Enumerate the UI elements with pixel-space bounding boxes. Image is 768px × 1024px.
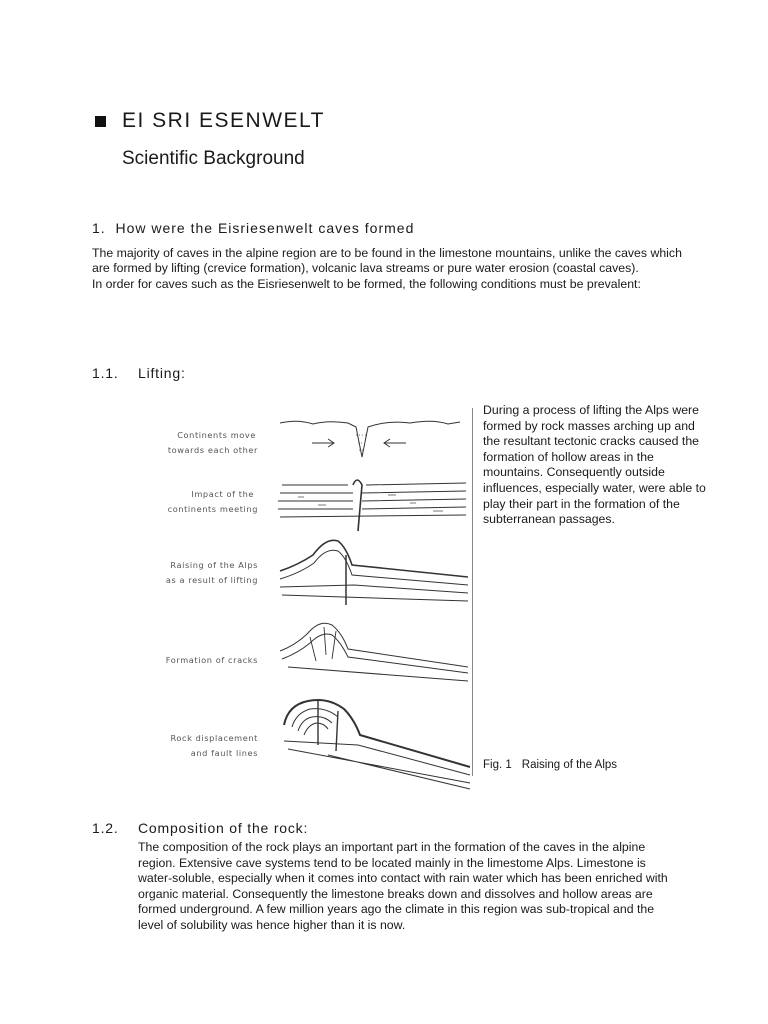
section-1-number: 1. (92, 220, 106, 236)
figure-caption (483, 759, 617, 771)
stage-5-layers (284, 741, 470, 789)
figure-label: as a result of lifting (165, 575, 258, 585)
stage-5-fold (284, 700, 470, 767)
section-1-1-body: During a process of lifting the Alps were formed by rock masses arching up and the resultant tectonic cracks caused the formation of hollow areas in the mountains. Consequently outside influences, especially water, were able to play their part in the formation of the subterranean passages. (483, 403, 706, 527)
stage-4-cracks (310, 627, 336, 661)
page-title: EI SRI ESENWELT (122, 109, 325, 132)
arrow-right-icon (312, 439, 334, 447)
section-1-1-heading (92, 365, 186, 381)
figure-label: Rock displacement (170, 733, 258, 743)
section-1-2-number: 1.2. (92, 820, 119, 836)
figure-label: Raising of the Alps (170, 560, 258, 570)
figure-label: continents meeting (167, 504, 258, 514)
section-1-title: How were the Eisriesenwelt caves formed (115, 220, 415, 236)
figure-label: Formation of cracks (165, 655, 258, 665)
section-1-1-title: Lifting: (138, 365, 186, 381)
stage-2-layers (278, 483, 466, 517)
stage-1-surface (280, 421, 460, 457)
section-1-body (92, 246, 692, 292)
section-1-paragraph-1: The majority of caves in the alpine region are to be found in the limestone mountains, unlike the caves which are formed by lifting (crevice formation), volcanic lava streams or pure water erosion (coastal caves). (92, 246, 682, 276)
section-1-paragraph-2: In order for caves such as the Eisriesenwelt to be formed, the following conditions must be prevalent: (92, 276, 641, 291)
figure-caption-text: Raising of the Alps (521, 759, 618, 771)
figure-label: and fault lines (190, 748, 258, 758)
raising-of-alps-figure (148, 405, 478, 790)
section-1-heading (92, 220, 414, 236)
stage-2-fault (353, 480, 362, 531)
section-1-2-heading (92, 820, 308, 836)
arrow-left-icon (384, 439, 406, 447)
stage-3-fold (280, 540, 468, 577)
stage-4-layers (282, 634, 468, 681)
page-subtitle: Scientific Background (122, 148, 305, 169)
stage-5-inner-folds (292, 709, 338, 735)
bullet-square-icon (95, 116, 106, 127)
figure-caption-number: Fig. 1 (483, 759, 512, 771)
figure-label: Continents move (177, 430, 256, 440)
figure-label: towards each other (167, 445, 258, 455)
figure-divider-line (472, 408, 473, 776)
section-1-2-title: Composition of the rock: (138, 820, 309, 836)
section-1-2-body: The composition of the rock plays an important part in the formation of the caves in the alpine region. Extensive cave systems tend to be located mainly in the limestome Alps. Limestone is water-soluble, especially when it comes into contact with rain water which has been enriched with organic material. Consequently the limestone breaks down and dissolves and hollow areas are formed underground. A few million years ago the climate in this region was sub-tropical and the level of solubility was hence higher than it is now. (138, 840, 668, 932)
section-1-1-number: 1.1. (92, 365, 119, 381)
figure-label: Impact of the (191, 489, 254, 499)
